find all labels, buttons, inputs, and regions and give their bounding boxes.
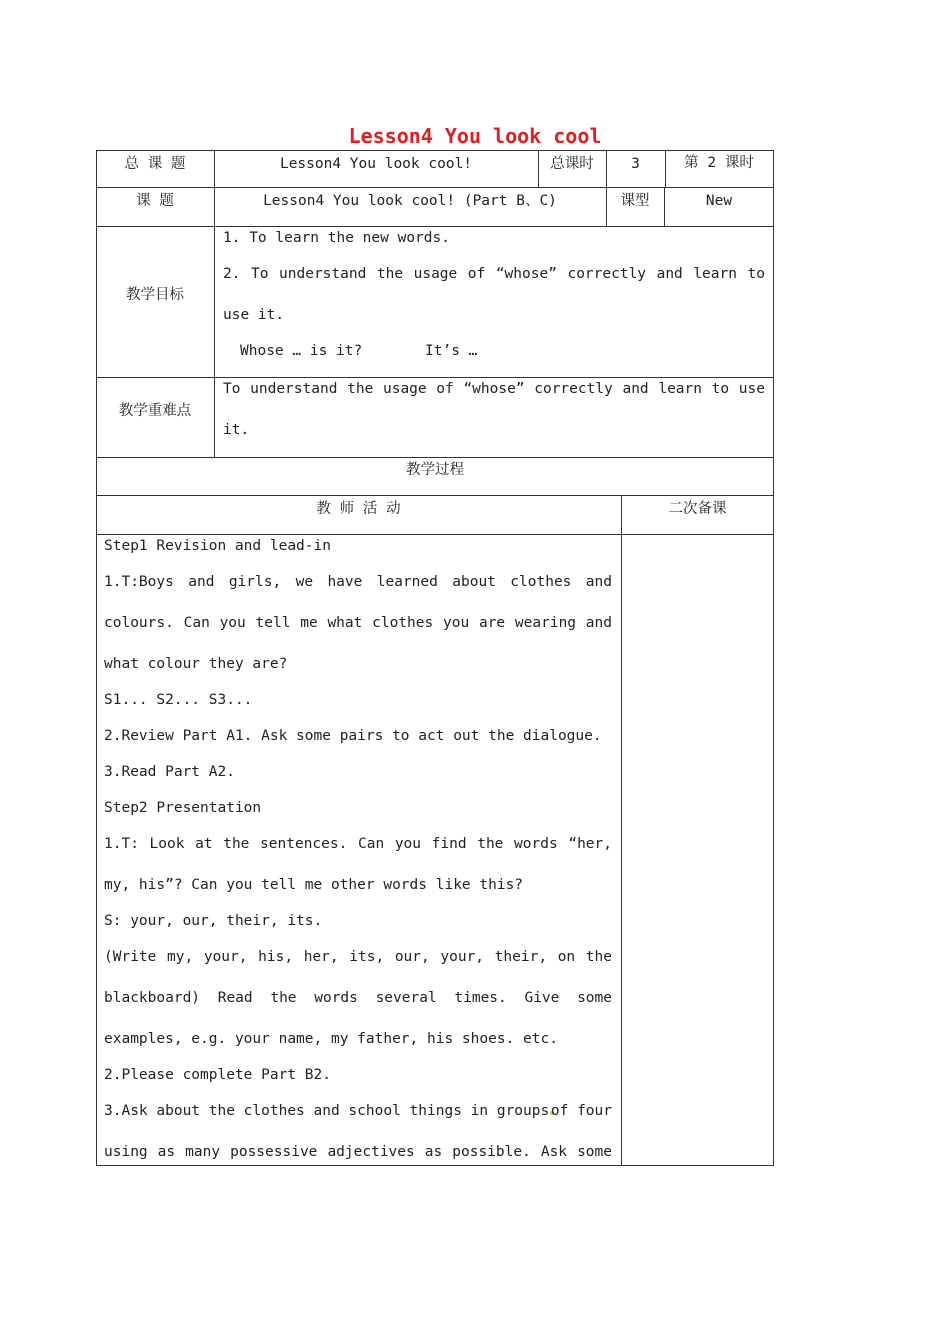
activity-line: colours. Can you tell me what clothes you are wearing and — [104, 615, 612, 631]
keypoint-line: To understand the usage of “whose” correctly and learn to use — [223, 381, 765, 397]
keypoint-line: it. — [223, 422, 250, 438]
activity-line: blackboard) Read the words several times. Give some — [104, 990, 612, 1006]
table-border-bottom — [96, 1165, 774, 1166]
row-divider — [96, 457, 774, 458]
activity-line: S: your, our, their, its. — [104, 913, 323, 929]
keypoints-label: 教学重难点 — [118, 403, 192, 419]
activity-line: 1.T: Look at the sentences. Can you find the words “her, — [104, 836, 612, 852]
objective-pattern-answer: It’s … — [425, 343, 478, 359]
teacher-activity-header: 教 师 活 动 — [316, 501, 401, 517]
objective-line: use it. — [223, 307, 285, 323]
activity-line: 1.T:Boys and girls, we have learned about clothes and — [104, 574, 612, 590]
activity-line: (Write my, your, his, her, its, our, your, their, on the — [104, 949, 612, 965]
row-divider — [96, 187, 774, 188]
activity-line: what colour they are? — [104, 656, 288, 672]
activity-line: Step2 Presentation — [104, 800, 262, 816]
row-divider — [96, 495, 774, 496]
row-divider — [96, 377, 774, 378]
table-border-top — [96, 150, 774, 151]
lesson-type-label: 课型 — [620, 193, 650, 209]
total-topic-label: 总 课 题 — [124, 156, 186, 172]
activity-line: Step1 Revision and lead-in — [104, 538, 331, 554]
process-heading: 教学过程 — [406, 462, 464, 478]
activity-line: 2.Please complete Part B2. — [104, 1067, 331, 1083]
total-periods-value: 3 — [631, 156, 640, 172]
lesson-plan-table — [96, 150, 774, 1166]
table-border-right — [773, 150, 774, 1166]
lesson-type-value: New — [705, 193, 733, 209]
activity-line: using as many possessive adjectives as possible. Ask some — [104, 1144, 612, 1160]
objective-pattern-question: Whose … is it? — [240, 343, 363, 359]
activity-line: 3.Read Part A2. — [104, 764, 235, 780]
document-title: Lesson4 You look cool — [348, 124, 602, 148]
objectives-label: 教学目标 — [126, 287, 184, 303]
period-number: 第 2 课时 — [684, 155, 754, 171]
activity-line-part: of four — [550, 1103, 612, 1119]
second-prep-header: 二次备课 — [668, 501, 727, 517]
activity-line — [104, 1103, 612, 1119]
activity-line-part: 3.Ask about the clothes and school things in groups — [104, 1103, 550, 1119]
activity-line: S1... S2... S3... — [104, 692, 253, 708]
row-divider — [96, 534, 774, 535]
topic-label: 课 题 — [136, 193, 174, 209]
row-divider — [96, 226, 774, 227]
activity-line: my, his”? Can you tell me other words like this? — [104, 877, 524, 893]
objective-line: 2. To understand the usage of “whose” correctly and learn to — [223, 266, 765, 282]
activity-line: 2.Review Part A1. Ask some pairs to act out the dialogue. — [104, 728, 602, 744]
activity-line: examples, e.g. your name, my father, his shoes. etc. — [104, 1031, 558, 1047]
objective-line: 1. To learn the new words. — [223, 230, 450, 246]
total-periods-label: 总课时 — [550, 156, 594, 172]
topic-value: Lesson4 You look cool! (Part B、C) — [263, 193, 557, 209]
total-topic-value: Lesson4 You look cool! — [279, 156, 473, 172]
col-divider — [621, 495, 622, 1166]
